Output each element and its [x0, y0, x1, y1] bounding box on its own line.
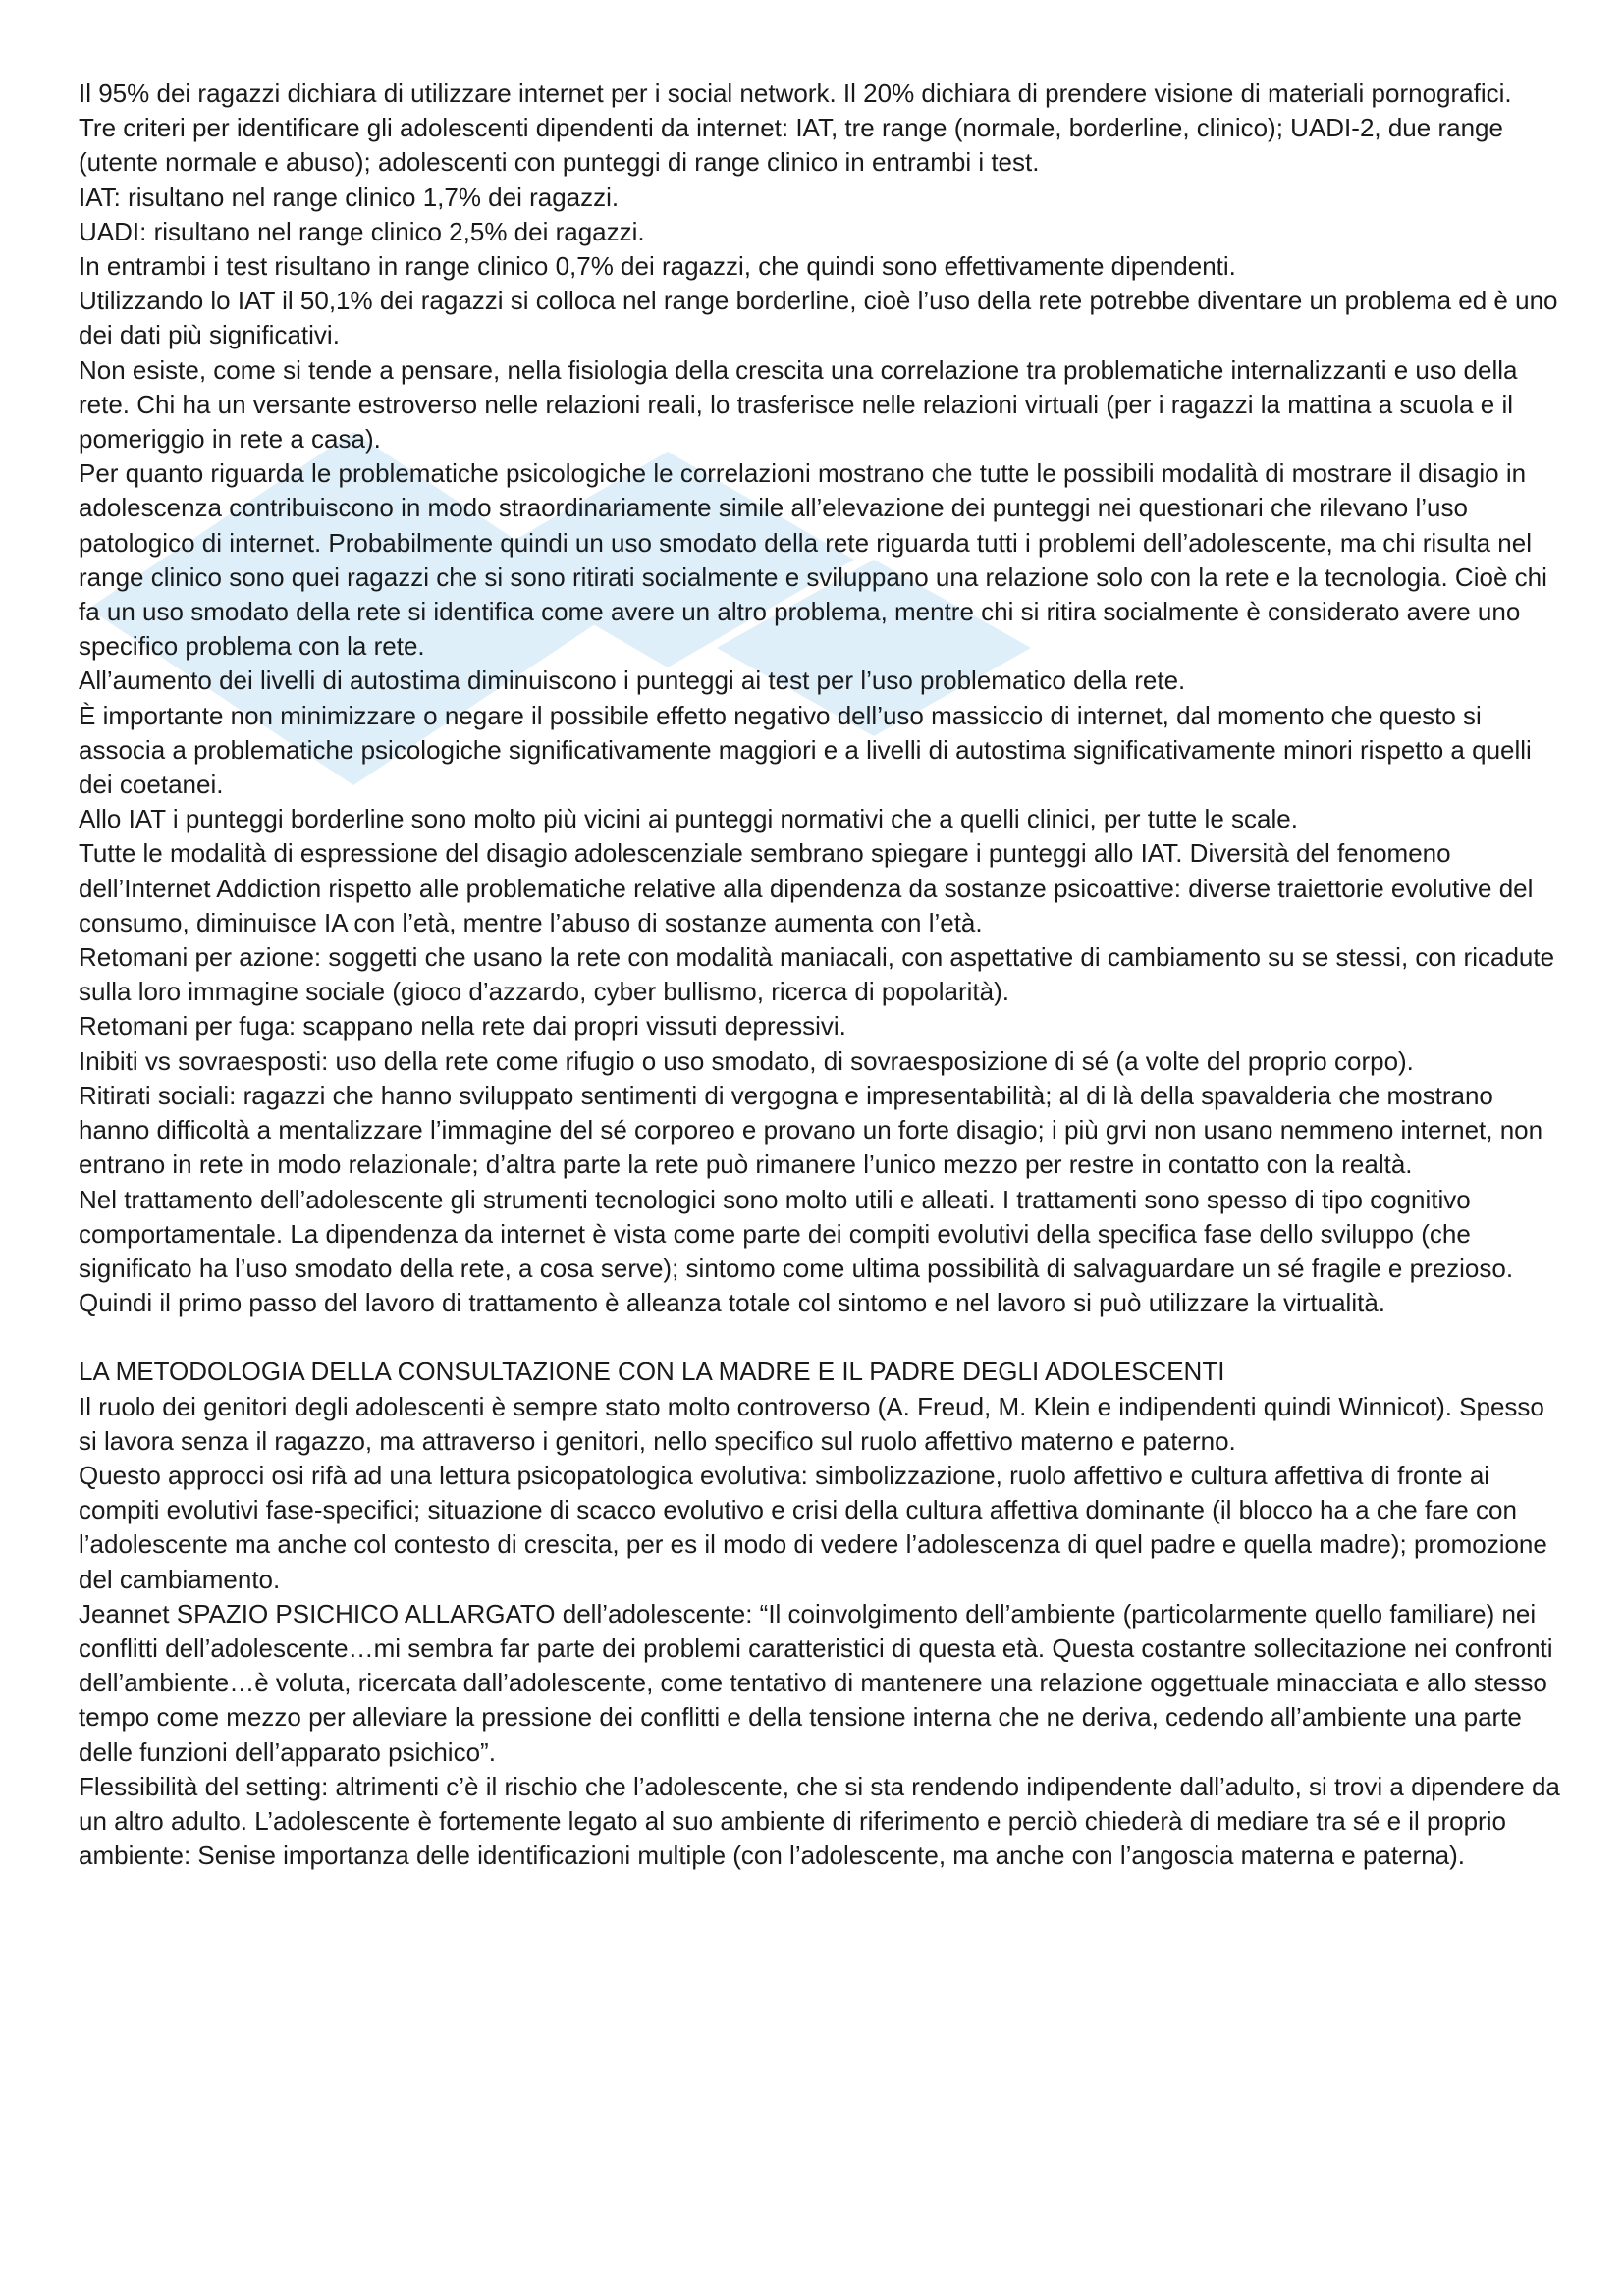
paragraph-borderline: Utilizzando lo IAT il 50,1% dei ragazzi si colloca nel range borderline, cioè l’uso della rete potrebbe diventare un problema ed è uno dei dati più significativi.	[79, 286, 1558, 350]
section-heading: LA METODOLOGIA DELLA CONSULTAZIONE CON LA MADRE E IL PADRE DEGLI ADOLESCENTI	[79, 1357, 1225, 1387]
paragraph-retomani-azione: Retomani per azione: soggetti che usano la rete con modalità maniacali, con aspettative di cambiamento su se stessi, con ricadute sulla loro immagine sociale (gioco d’azzardo, cyber bullismo, ricerca di popolarità).	[79, 942, 1555, 1007]
paragraph-jeannet: Jeannet SPAZIO PSICHICO ALLARGATO dell’adolescente: “Il coinvolgimento dell’ambiente (particolarmente quello familiare) nei conflitti dell’adolescente…mi sembra far parte dei problemi caratteristici di questa età. Questa costantre sollecitazione nei confronti dell’ambiente…è voluta, ricercata dall’adolescente, come tentativo di mantenere una relazione oggettuale minacciata e allo stesso tempo come mezzo per alleviare la pressione dei conflitti e della tensione interna che ne deriva, cedendo all’ambiente una parte delle funzioni dell’apparato psichico”.	[79, 1598, 1553, 1767]
paragraph-approccio: Questo approcci osi rifà ad una lettura psicopatologica evolutiva: simbolizzazione, ruolo affettivo e cultura affettiva di fronte ai compiti evolutivi fase-specifici; situazione di scacco evolutivo e crisi della cultura affettiva dominante (il blocco ha a che fare con l’adolescente ma anche col contesto di crescita, per es il modo di vedere l’adolescenza di quel padre e quella madre); promozione del cambiamento.	[79, 1460, 1547, 1594]
document-page	[79, 77, 1561, 1873]
paragraph-importance: È importante non minimizzare o negare il possibile effetto negativo dell’uso massiccio di internet, dal momento che questo si associa a problematiche psicologiche significativamente maggiori e a livelli di autostima significativamente minori rispetto a quelli dei coetanei.	[79, 700, 1532, 800]
paragraph-flessibilita: Flessibilità del setting: altrimenti c’è il rischio che l’adolescente, che si sta rendendo indipendente dall’adulto, si trovi a dipendere da un altro adulto. L’adolescente è fortemente legato al suo ambiente di riferimento e perciò chiederà di mediare tra sé e il proprio ambiente: Senise importanza delle identificazioni multiple (con l’adolescente, ma anche con l’angoscia materna e paterna).	[79, 1771, 1560, 1871]
paragraph-criteria: Tre criteri per identificare gli adolescenti dipendenti da internet: IAT, tre range (normale, borderline, clinico); UADI-2, due range (utente normale e abuso); adolescenti con punteggi di range clinico in entrambi i test.	[79, 113, 1503, 178]
paragraph-psychological-problems: Per quanto riguarda le problematiche psicologiche le correlazioni mostrano che tutte le possibili modalità di mostrare il disagio in adolescenza contribuiscono in modo straordinariamente simile all’elevazione dei punteggi nei questionari che rilevano l’uso patologico di internet. Probabilmente quindi un uso smodato della rete riguarda tutti i problemi dell’adolescente, ma chi risulta nel range clinico sono quei ragazzi che si sono ritirati socialmente e sviluppano una relazione solo con la rete e la tecnologia. Cioè chi fa un uso smodato della rete si identifica come avere un altro problema, mentre chi si ritira socialmente è considerato avere uno specifico problema con la rete.	[79, 458, 1547, 662]
paragraph-ritirati: Ritirati sociali: ragazzi che hanno sviluppato sentimenti di vergogna e impresentabilità; al di là della spavalderia che mostrano hanno difficoltà a mentalizzare l’immagine del sé corporeo e provano un forte disagio; i più grvi non usano nemmeno internet, non entrano in rete in modo relazionale; d’altra parte la rete può rimanere l’unico mezzo per restre in contatto con la realtà.	[79, 1080, 1543, 1180]
paragraph-trattamento: Nel trattamento dell’adolescente gli strumenti tecnologici sono molto utili e alleati. I trattamenti sono spesso di tipo cognitivo comportamentale. La dipendenza da internet è vista come parte dei compiti evolutivi della specifica fase dello sviluppo (che significato ha l’uso smodato della rete, a cosa serve); sintomo come ultima possibilità di salvaguardare un sé fragile e prezioso. Quindi il primo passo del lavoro di trattamento è alleanza totale col sintomo e nel lavoro si può utilizzare la virtualità.	[79, 1184, 1514, 1318]
paragraph-ruolo-genitori: Il ruolo dei genitori degli adolescenti è sempre stato molto controverso (A. Freud, M. Klein e indipendenti quindi Winnicot). Spesso si lavora senza il ragazzo, ma attraverso i genitori, nello specifico sul ruolo affettivo materno e paterno.	[79, 1391, 1544, 1456]
paragraph-uadi-result: UADI: risultano nel range clinico 2,5% dei ragazzi.	[79, 216, 645, 246]
paragraph-self-esteem: All’aumento dei livelli di autostima diminuiscono i punteggi ai test per l’uso problematico della rete.	[79, 666, 1186, 696]
paragraph-social-network-stats: Il 95% dei ragazzi dichiara di utilizzare internet per i social network. Il 20% dichiara di prendere visione di materiali pornografici.	[79, 79, 1512, 108]
section-gap	[79, 1320, 1561, 1355]
paragraph-correlation: Non esiste, come si tende a pensare, nella fisiologia della crescita una correlazione tra problematiche internalizzanti e uso della rete. Chi ha un versante estroverso nelle relazioni reali, lo trasferisce nelle relazioni virtuali (per i ragazzi la mattina a scuola e il pomeriggio in rete a casa).	[79, 354, 1518, 454]
paragraph-inibiti: Inibiti vs sovraesposti: uso della rete come rifugio o uso smodato, di sovraesposizione di sé (a volte del proprio corpo).	[79, 1045, 1414, 1076]
paragraph-expression-modes: Tutte le modalità di espressione del disagio adolescenziale sembrano spiegare i punteggi allo IAT. Diversità del fenomeno dell’Internet Addiction rispetto alle problematiche relative alla dipendenza da sostanze psicoattive: diverse traiettorie evolutive del consumo, diminuisce IA con l’età, mentre l’abuso di sostanze aumenta con l’età.	[79, 838, 1534, 937]
paragraph-both-tests: In entrambi i test risultano in range clinico 0,7% dei ragazzi, che quindi sono effettivamente dipendenti.	[79, 251, 1236, 282]
paragraph-iat-borderline: Allo IAT i punteggi borderline sono molto più vicini ai punteggi normativi che a quelli clinici, per tutte le scale.	[79, 804, 1298, 834]
paragraph-iat-result: IAT: risultano nel range clinico 1,7% dei ragazzi.	[79, 182, 620, 212]
paragraph-retomani-fuga: Retomani per fuga: scappano nella rete dai propri vissuti depressivi.	[79, 1011, 846, 1041]
